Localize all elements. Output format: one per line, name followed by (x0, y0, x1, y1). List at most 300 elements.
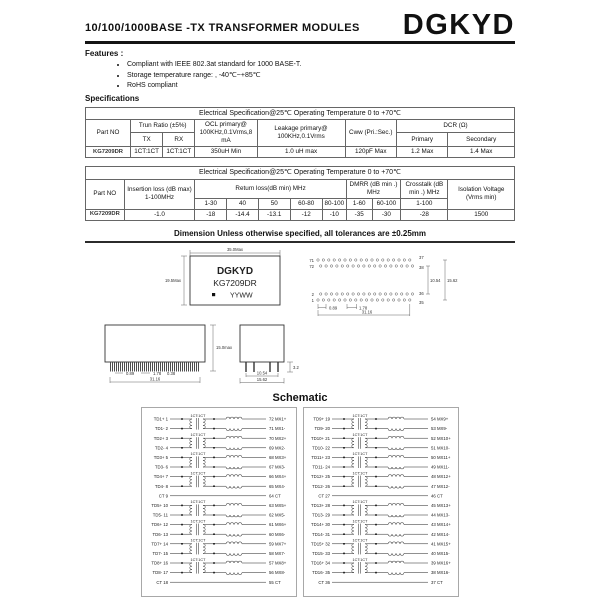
top-view-drawing (165, 247, 280, 305)
ratio-label: 1CT:1CT (352, 414, 368, 419)
subcol-crosstalk-1: 1-100 (401, 198, 448, 209)
footprint-drawing (309, 255, 458, 316)
pin-pad-dot (395, 265, 397, 267)
ratio-label: 1CT:1CT (190, 414, 206, 419)
pin-pad-dot (325, 265, 327, 267)
junction-dot (343, 543, 345, 545)
body-outline (105, 325, 205, 362)
pin-label: CT 9 (158, 493, 168, 499)
choke-coil (226, 523, 242, 525)
col-header-secondary: Secondary (448, 133, 515, 147)
pin-pad-dot (341, 265, 343, 267)
choke-coil (226, 448, 242, 450)
transformer-secondary-coil (365, 438, 367, 448)
pin-label: TD4+ 7 (153, 474, 168, 480)
choke-coil (226, 534, 242, 536)
transformer-secondary-coil (365, 544, 367, 554)
feature-item: • Storage temperature range: , -40℃~+85℃ (127, 71, 515, 79)
pin-pad-dot (398, 259, 400, 261)
pin-pad-dot (363, 265, 365, 267)
pin-label: 43 MX14+ (431, 522, 451, 528)
pin-label: 59 MX7+ (269, 541, 287, 547)
pin-pad-dot (392, 299, 394, 301)
pin-label: TD16- 35 (312, 570, 330, 576)
marking-date-code: YYWW (230, 292, 253, 300)
schematic-section (85, 407, 515, 597)
table-row (86, 147, 515, 158)
front-view-drawing (105, 325, 233, 383)
marking-part-no: KG7209DR (213, 278, 257, 289)
transformer-secondary-coil (365, 525, 367, 535)
choke-coil (226, 542, 242, 544)
junction-dot (213, 486, 215, 488)
ratio-label: 1CT:1CT (352, 500, 368, 505)
pin-label: 72 MX1+ (269, 416, 287, 422)
dimension-label: 19.5Max (164, 278, 181, 284)
pin-pad-dot (347, 293, 349, 295)
pin-label: 71 MX1- (269, 426, 286, 432)
transformer-secondary-coil (203, 419, 205, 429)
junction-dot (213, 572, 215, 574)
pin-pad-dot (411, 293, 413, 295)
junction-dot (213, 466, 215, 468)
junction-dot (375, 505, 377, 507)
junction-dot (343, 428, 345, 430)
pin-label: TD5+ 10 (151, 503, 168, 509)
pin-pad-dot (384, 293, 386, 295)
pin-pad-dot (349, 299, 351, 301)
pin-pad-dot (390, 265, 392, 267)
junction-dot (181, 543, 183, 545)
pin-pad-dot (349, 259, 351, 261)
choke-coil (226, 417, 242, 419)
junction-dot (343, 553, 345, 555)
choke-coil (226, 561, 242, 563)
col-header-tx: TX (131, 133, 163, 147)
pin-pad-dot (403, 299, 405, 301)
pin-label: CT 36 (318, 580, 330, 586)
junction-dot (181, 562, 183, 564)
junction-dot (181, 534, 183, 536)
pin-pad-dot (320, 265, 322, 267)
pin-pad-dot (401, 293, 403, 295)
junction-dot (213, 418, 215, 420)
cell-insertion: -1.0 (124, 210, 195, 221)
pin-label: 67 MX3- (269, 464, 286, 470)
junction-dot (213, 553, 215, 555)
pin-label: 38 MX16- (431, 570, 450, 576)
junction-dot (343, 466, 345, 468)
pin-label: 57 MX8+ (269, 560, 287, 566)
transformer-primary-coil (190, 438, 192, 448)
pin-label: TD9- 20 (314, 426, 330, 432)
pin-pad-dot (379, 293, 381, 295)
junction-dot (375, 418, 377, 420)
pin-label: TD6- 13 (152, 532, 168, 538)
junction-dot (213, 476, 215, 478)
junction-dot (375, 543, 377, 545)
feature-item: • RoHS compliant (127, 82, 515, 89)
transformer-primary-coil (352, 506, 354, 516)
pin-label: TD12+ 25 (311, 474, 330, 480)
dimension-drawing-top (85, 243, 515, 317)
table-row (86, 210, 515, 221)
subcol-dmrr-2: 60-100 (372, 198, 401, 209)
transformer-secondary-coil (203, 458, 205, 468)
ratio-label: 1CT:1CT (352, 433, 368, 438)
ratio-label: 1CT:1CT (352, 538, 368, 543)
schematic-heading: Schematic (272, 392, 328, 405)
features-heading: Features : (85, 48, 124, 58)
choke-coil (388, 561, 404, 563)
pin-label: 37 CT (431, 580, 443, 586)
pin1-marker (212, 293, 215, 296)
choke-coil (226, 486, 242, 488)
electrical-spec-table-2 (85, 166, 515, 221)
ratio-label: 1CT:1CT (190, 500, 206, 505)
transformer-primary-coil (190, 525, 192, 535)
col-header-turn-ratio: Trun Ratio (±5%) (131, 119, 195, 133)
pin-label: 56 MX8- (269, 570, 286, 576)
junction-dot (375, 476, 377, 478)
junction-dot (375, 466, 377, 468)
pin-pad-dot (325, 293, 327, 295)
dimension-label: 15.0max (216, 345, 233, 351)
pin-label: 70 MX2+ (269, 436, 287, 442)
pin-label: TD10- 22 (312, 445, 330, 451)
pin-pad-dot (357, 265, 359, 267)
pin-pad-dot (371, 299, 373, 301)
pin-label: TD1- 2 (154, 426, 168, 432)
cell-part-no: KG7209DR (86, 210, 125, 221)
pin-label: 50 MX11+ (431, 455, 451, 461)
transformer-secondary-coil (365, 563, 367, 573)
dimension-label: 10.54 (430, 278, 441, 284)
junction-dot (343, 418, 345, 420)
junction-dot (375, 447, 377, 449)
dimension-label: 0.89 (126, 371, 135, 377)
junction-dot (213, 543, 215, 545)
dimension-label: 31.16 (361, 309, 373, 315)
cell-return-5: -10 (322, 210, 346, 221)
pin-pad-dot (317, 299, 319, 301)
choke-coil (226, 456, 242, 458)
choke-coil (226, 504, 242, 506)
transformer-secondary-coil (203, 525, 205, 535)
pin-pad-dot (336, 265, 338, 267)
pin-pad-dot (352, 265, 354, 267)
junction-dot (181, 514, 183, 516)
transformer-secondary-coil (365, 506, 367, 516)
junction-dot (375, 562, 377, 564)
pin-pad-dot (330, 265, 332, 267)
pin-pad-dot (355, 299, 357, 301)
pin-label: 64 CT (269, 493, 281, 499)
junction-dot (343, 447, 345, 449)
choke-coil (388, 573, 404, 575)
pin-label: 52 MX10+ (431, 436, 451, 442)
pin-label: 60 MX6- (269, 532, 286, 538)
pin-pad-dot (328, 299, 330, 301)
junction-dot (181, 486, 183, 488)
pin-label: 66 MX4+ (269, 474, 287, 480)
junction-dot (181, 428, 183, 430)
pin-pad-dot (392, 259, 394, 261)
pin-pad-dot (403, 259, 405, 261)
junction-dot (375, 534, 377, 536)
junction-dot (181, 553, 183, 555)
pin-pad-dot (411, 265, 413, 267)
pin-pad-dot (363, 293, 365, 295)
col-header-part-no: Part NO (86, 179, 125, 210)
col-header-cww: Cww (Pri.:Sec.) (345, 119, 396, 147)
pin-pad-dot (365, 259, 367, 261)
junction-dot (343, 572, 345, 574)
datasheet-page (85, 0, 515, 597)
electrical-spec-table-1 (85, 107, 515, 159)
ratio-label: 1CT:1CT (190, 558, 206, 563)
choke-coil (226, 436, 242, 438)
junction-dot (375, 457, 377, 459)
transformer-secondary-coil (203, 438, 205, 448)
pin-pad-dot (322, 299, 324, 301)
transformer-secondary-coil (365, 458, 367, 468)
dimension-label: 35.0Max (226, 247, 244, 253)
junction-dot (181, 457, 183, 459)
junction-dot (343, 486, 345, 488)
junction-dot (343, 562, 345, 564)
pin-label: TD1+ 1 (153, 416, 168, 422)
pin-label: TD16+ 34 (311, 560, 330, 566)
junction-dot (375, 524, 377, 526)
transformer-primary-coil (352, 525, 354, 535)
dimension-label: 10.54 (256, 370, 268, 376)
col-header-ocl: OCL primary@ 100KHz,0.1Vrms,8 mA (195, 119, 257, 147)
subcol-return-2: 40 (227, 198, 259, 209)
pin-label: TD14- 31 (312, 532, 330, 538)
junction-dot (343, 505, 345, 507)
pin-label: 39 MX16+ (431, 560, 451, 566)
col-header-dmrr: DMRR (dB min .) MHz (346, 179, 400, 198)
pin-label: 61 MX6+ (269, 522, 287, 528)
dimension-heading: Dimension Unless otherwise specified, all tolerances are ±0.25mm (85, 229, 515, 243)
pin-label: 63 MX5+ (269, 503, 287, 509)
junction-dot (181, 418, 183, 420)
dimension-label: 31.16 (149, 376, 161, 382)
junction-dot (343, 524, 345, 526)
ratio-label: 1CT:1CT (352, 452, 368, 457)
pin-pad-dot (371, 259, 373, 261)
col-header-crosstalk: Crosstalk (dB min .) MHz (401, 179, 448, 198)
pin-pad-dot (344, 259, 346, 261)
pin-number-label: 72 (309, 264, 314, 270)
pin-number-label: 36 (419, 291, 424, 297)
pin-pad-dot (398, 299, 400, 301)
cell-ocl: 350uH Min (195, 147, 257, 158)
transformer-secondary-coil (365, 419, 367, 429)
junction-dot (213, 524, 215, 526)
pin-label: TD14+ 30 (311, 522, 330, 528)
transformer-secondary-coil (203, 506, 205, 516)
col-header-isolation: Isolation Voltage (Vrms min) (448, 179, 515, 210)
junction-dot (213, 457, 215, 459)
table-title: Electrical Specification@25℃ Operating Temperature 0 to +70℃ (86, 107, 515, 119)
junction-dot (181, 466, 183, 468)
pin-label: 49 MX11- (431, 464, 450, 470)
subcol-return-3: 50 (258, 198, 290, 209)
choke-coil (388, 467, 404, 469)
pin-label: TD5- 11 (152, 512, 168, 518)
choke-coil (226, 554, 242, 556)
pin-pad-dot (387, 299, 389, 301)
transformer-primary-coil (190, 458, 192, 468)
transformer-secondary-coil (203, 477, 205, 487)
cell-dmrr-1: -35 (346, 210, 372, 221)
pin-number-label: 38 (419, 265, 424, 271)
pin-pad-dot (374, 265, 376, 267)
marking-logo: DGKYD (216, 266, 254, 278)
cell-isolation: 1500 (448, 210, 515, 221)
junction-dot (213, 428, 215, 430)
pin-number-label: 2 (311, 292, 314, 298)
junction-dot (375, 428, 377, 430)
junction-dot (343, 457, 345, 459)
transformer-primary-coil (190, 419, 192, 429)
pin-pad-dot (406, 293, 408, 295)
pin-label: TD2+ 3 (153, 436, 168, 442)
junction-dot (213, 534, 215, 536)
choke-coil (226, 467, 242, 469)
cell-return-1: -18 (195, 210, 227, 221)
cell-rx: 1CT:1CT (163, 147, 195, 158)
pin-label: 62 MX5- (269, 512, 286, 518)
cell-crosstalk: -28 (401, 210, 448, 221)
pin-number-label: 1 (311, 298, 314, 304)
transformer-primary-coil (190, 544, 192, 554)
pin-pad-dot (379, 265, 381, 267)
cell-cww: 120pF Max (345, 147, 396, 158)
choke-coil (388, 554, 404, 556)
body-outline (240, 325, 284, 362)
choke-coil (388, 504, 404, 506)
pin-pad-dot (409, 259, 411, 261)
ratio-label: 1CT:1CT (190, 538, 206, 543)
pin-pad-dot (387, 259, 389, 261)
pin-pad-dot (368, 293, 370, 295)
feature-item: • Compliant with IEEE 802.3at standard for 1000 BASE-T. (127, 61, 515, 68)
pin-label: 69 MX2- (269, 445, 286, 451)
pin-pad-dot (384, 265, 386, 267)
ratio-label: 1CT:1CT (352, 558, 368, 563)
choke-coil (388, 417, 404, 419)
pin-pad-dot (317, 259, 319, 261)
pin-pad-dot (333, 299, 335, 301)
pin-label: TD4- 8 (154, 484, 168, 490)
pin-label: TD8- 17 (152, 570, 168, 576)
junction-dot (375, 572, 377, 574)
pin-label: TD10+ 21 (311, 436, 330, 442)
col-header-part-no: Part NO (86, 119, 131, 147)
transformer-primary-coil (352, 477, 354, 487)
junction-dot (213, 505, 215, 507)
dimension-label: 15.62 (447, 278, 458, 284)
junction-dot (213, 438, 215, 440)
pin-pad-dot (328, 259, 330, 261)
pin-label: 58 MX7- (269, 551, 286, 557)
pin-label: TD7+ 14 (151, 541, 168, 547)
pin-label: TD11- 24 (312, 464, 330, 470)
choke-coil (388, 523, 404, 525)
pin-label: 54 MX9+ (431, 416, 449, 422)
ratio-label: 1CT:1CT (352, 471, 368, 476)
transformer-primary-coil (190, 477, 192, 487)
junction-dot (181, 572, 183, 574)
choke-coil (226, 475, 242, 477)
col-header-insertion-loss: Insertion loss (dB max) 1-100MHz (124, 179, 195, 210)
cell-return-2: -14.4 (227, 210, 259, 221)
subcol-return-4: 60-80 (290, 198, 322, 209)
junction-dot (343, 514, 345, 516)
dimension-label: 0.89 (329, 305, 338, 311)
cell-dcr-primary: 1.2 Max (396, 147, 447, 158)
schematic-box-left (141, 407, 297, 597)
subcol-dmrr-1: 1-60 (346, 198, 372, 209)
end-view-drawing (240, 325, 299, 384)
ratio-label: 1CT:1CT (190, 471, 206, 476)
junction-dot (181, 505, 183, 507)
ratio-label: 1CT:1CT (190, 452, 206, 457)
subcol-return-1: 1-30 (195, 198, 227, 209)
junction-dot (375, 553, 377, 555)
pin-pad-dot (322, 259, 324, 261)
pin-label: 41 MX15+ (431, 541, 451, 547)
junction-dot (181, 447, 183, 449)
pin-label: 68 MX3+ (269, 455, 287, 461)
pin-pad-dot (341, 293, 343, 295)
pin-pad-dot (374, 293, 376, 295)
pin-pad-dot (395, 293, 397, 295)
cell-tx: 1CT:1CT (131, 147, 163, 158)
pin-label: 65 MX4- (269, 484, 286, 490)
ratio-label: 1CT:1CT (190, 433, 206, 438)
col-header-dcr: DCR (Ω) (396, 119, 514, 133)
choke-coil (388, 486, 404, 488)
pin-pad-dot (409, 299, 411, 301)
ratio-label: 1CT:1CT (190, 519, 206, 524)
pin-pad-dot (338, 299, 340, 301)
pin-pad-dot (365, 299, 367, 301)
specifications-heading: Specifications (85, 93, 140, 103)
col-header-return-loss: Return loss(dB min) MHz (195, 179, 346, 198)
choke-coil (388, 542, 404, 544)
transformer-primary-coil (352, 438, 354, 448)
transformer-primary-coil (352, 458, 354, 468)
dimension-label: 15.62 (256, 377, 268, 383)
junction-dot (181, 438, 183, 440)
cell-return-4: -12 (290, 210, 322, 221)
pin-label: 44 MX13- (431, 512, 450, 518)
pin-label: 40 MX15- (431, 551, 450, 557)
junction-dot (375, 514, 377, 516)
junction-dot (213, 514, 215, 516)
junction-dot (181, 524, 183, 526)
dimension-label: 1.78 (153, 371, 162, 377)
transformer-secondary-coil (203, 563, 205, 573)
pin-label: TD13+ 28 (311, 503, 330, 509)
choke-coil (388, 456, 404, 458)
junction-dot (343, 476, 345, 478)
brand-logo: DGKYD (402, 9, 515, 41)
